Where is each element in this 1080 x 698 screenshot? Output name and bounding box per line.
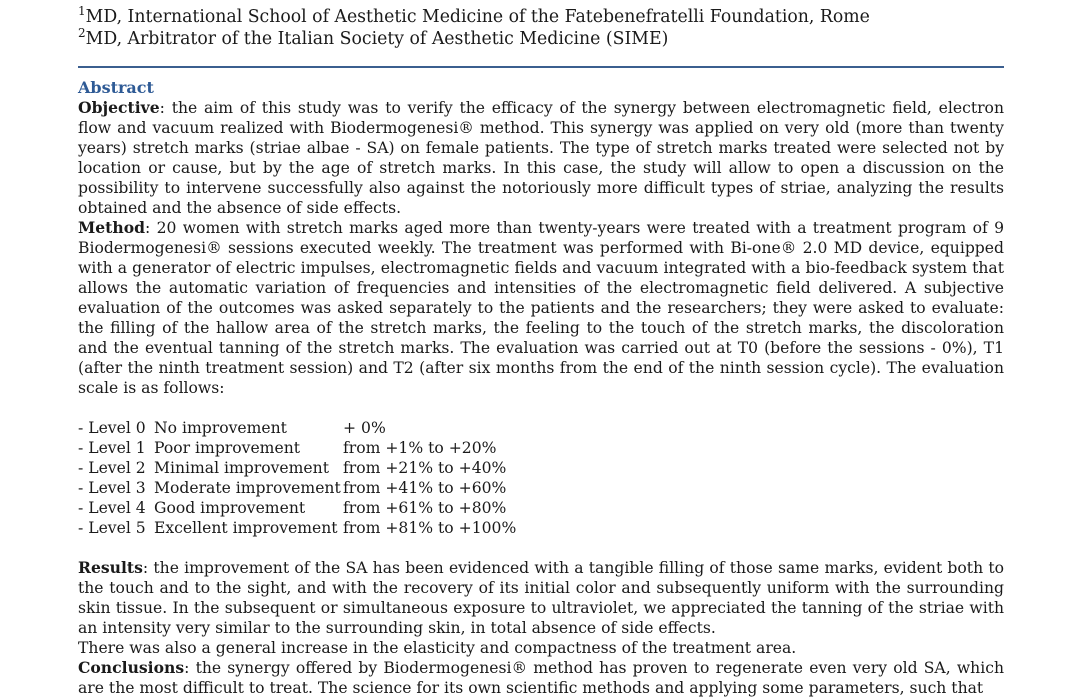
method-text: : 20 women with stretch marks aged more than twenty-years were treated with a treatment program of 9 Biodermogenesi® sessions executed weekly. The treatment was performed with Bi-one® 2.0 MD device, equipped with a generator of electric impulses, electromagnetic fields and vacuum integrated with a bio-feedback system that allows the automatic variation of frequencies and intensities of the electromagnetic field delivered. A subjective evaluation of the outcomes was asked separately to the patients and the researchers; they were asked to evaluate: the filling of the hallow area of the stretch marks, the feeling to the touch of the stretch marks, the discoloration and the eventual tanning of the stretch marks. The evaluation was carried out at T0 (before the sessions - 0%), T1 (after the ninth treatment session) and T2 (after six months from the end of the ninth session cycle). The evaluation scale is as follows:	[78, 219, 1004, 397]
scale-level: - Level 2	[78, 459, 146, 477]
scale-row	[78, 438, 1004, 458]
scale-range: from +1% to +20%	[343, 439, 497, 457]
affiliation-marker: 2	[78, 26, 86, 40]
scale-level: - Level 1	[78, 439, 146, 457]
scale-range: from +81% to +100%	[343, 519, 517, 537]
abstract-heading: Abstract	[78, 78, 154, 97]
scale-row	[78, 518, 1004, 538]
spacer	[78, 538, 1004, 558]
scale-level: - Level 5	[78, 519, 146, 537]
section-divider	[78, 66, 1004, 68]
objective-label: Objective	[78, 98, 160, 117]
affiliation-1	[78, 6, 1004, 28]
scale-level: - Level 3	[78, 479, 146, 497]
scale-description: Excellent improvement	[154, 519, 338, 537]
method-label: Method	[78, 218, 146, 237]
conclusions-paragraph	[78, 658, 1004, 698]
scale-row	[78, 458, 1004, 478]
affiliation-text: MD, Arbitrator of the Italian Society of Aesthetic Medicine (SIME)	[85, 29, 669, 49]
results-extra-paragraph: There was also a general increase in the elasticity and compactness of the treatment area.	[78, 639, 797, 657]
affiliation-marker: 1	[78, 4, 86, 18]
scale-description: Poor improvement	[154, 439, 301, 457]
scale-range: from +41% to +60%	[343, 479, 507, 497]
scale-description: Minimal improvement	[154, 459, 329, 477]
scale-range: from +21% to +40%	[343, 459, 507, 477]
conclusions-text: : the synergy offered by Biodermogenesi® method has proven to regenerate even very old SA, which are the most difficult to treat. The science for its own scientific methods and applying some parameters, such that	[78, 659, 1004, 697]
scale-description: Good improvement	[154, 499, 306, 517]
scale-level: - Level 4	[78, 499, 146, 517]
affiliation-2	[78, 28, 1004, 50]
scale-description: Moderate improvement	[154, 479, 341, 497]
scale-row	[78, 418, 1004, 438]
evaluation-scale	[78, 418, 1004, 538]
results-paragraph	[78, 558, 1004, 638]
conclusions-label: Conclusions	[78, 658, 185, 677]
objective-paragraph	[78, 98, 1004, 218]
results-text: : the improvement of the SA has been evidenced with a tangible filling of those same marks, evident both to the touch and to the sight, and with the recovery of its initial color and subsequently uniform with the surrounding skin tissue. In the subsequent or simultaneous exposure to ultraviolet, we appreciated the tanning of the striae with an intensity very similar to the surrounding skin, in total absence of side effects.	[78, 559, 1004, 637]
article-page	[78, 6, 1004, 698]
scale-level: - Level 0	[78, 419, 146, 437]
scale-row	[78, 478, 1004, 498]
scale-range: + 0%	[343, 419, 386, 437]
method-paragraph	[78, 218, 1004, 398]
objective-text: : the aim of this study was to verify the efficacy of the synergy between electromagnetic field, electron flow and vacuum realized with Biodermogenesi® method. This synergy was applied on very old (more than twenty years) stretch marks (striae albae - SA) on female patients. The type of stretch marks treated were selected not by location or cause, but by the age of stretch marks. In this case, the study will allow to open a discussion on the possibility to intervene successfully also against the notoriously more difficult types of striae, analyzing the results obtained and the absence of side effects.	[78, 99, 1004, 217]
affiliation-text: MD, International School of Aesthetic Medicine of the Fatebenefratelli Foundation, Rome	[85, 7, 870, 27]
results-label: Results	[78, 558, 143, 577]
scale-row	[78, 498, 1004, 518]
scale-range: from +61% to +80%	[343, 499, 507, 517]
scale-description: No improvement	[154, 419, 287, 437]
